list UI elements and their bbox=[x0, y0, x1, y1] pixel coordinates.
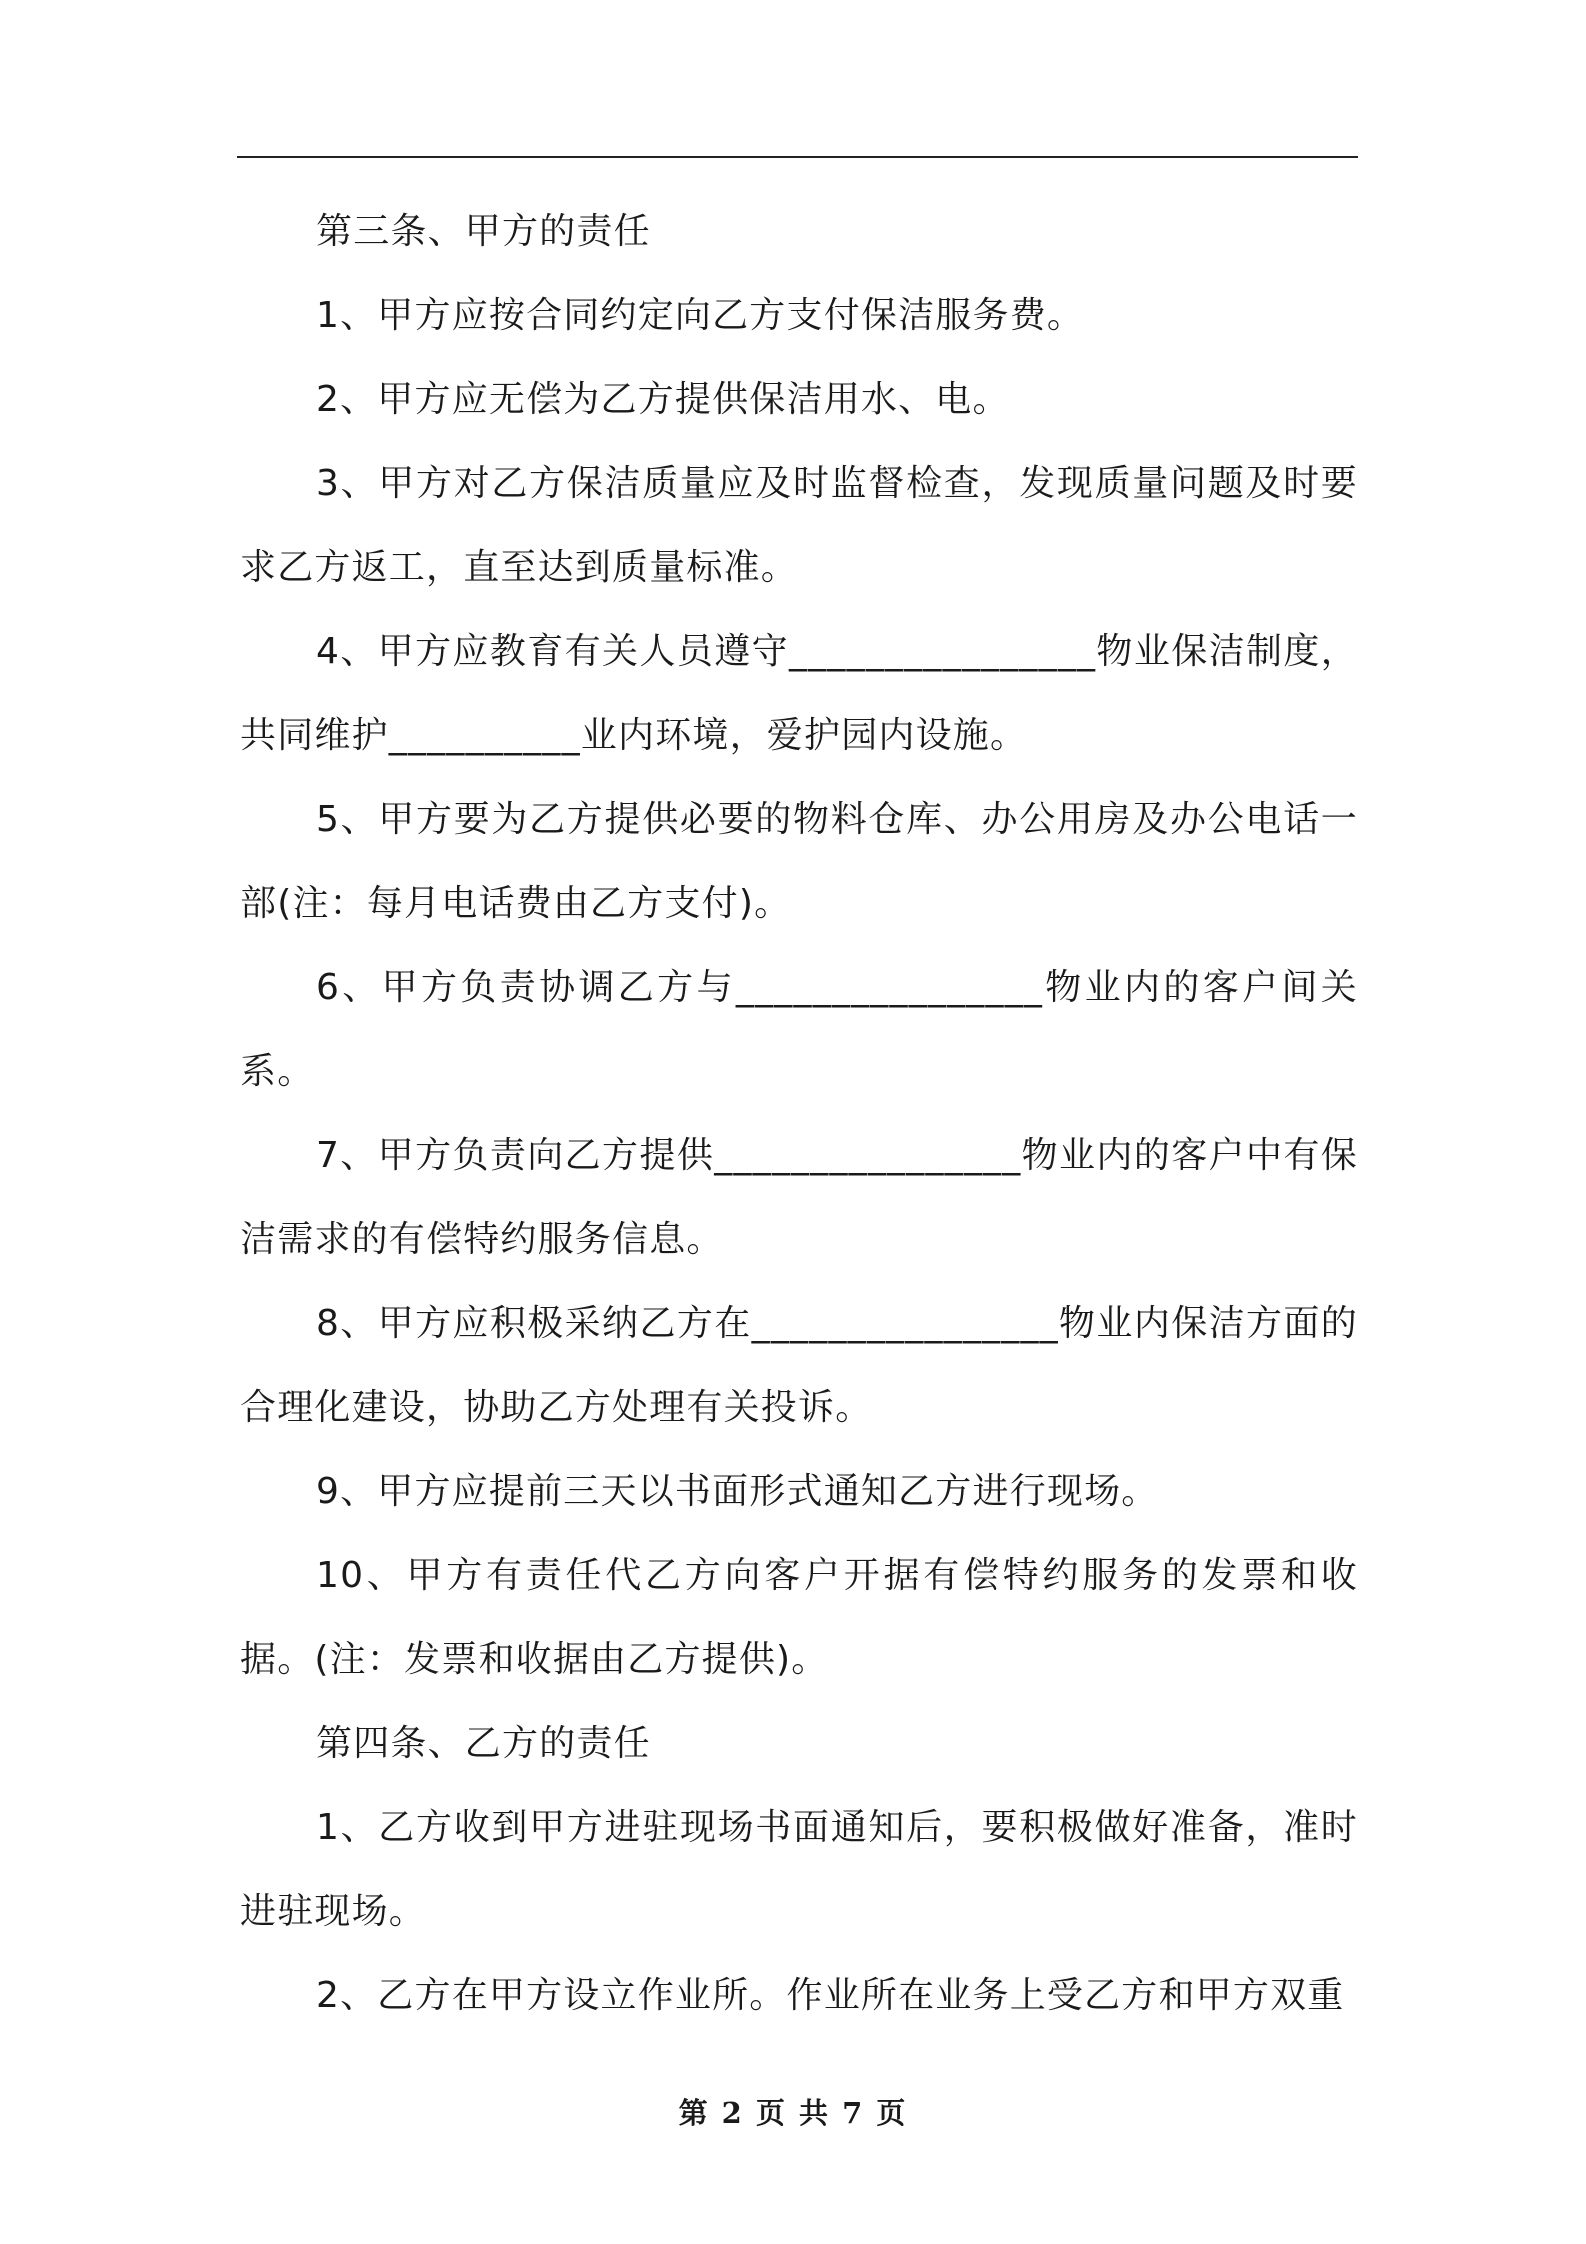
article-4-heading: 第四条、乙方的责任 bbox=[316, 1723, 651, 1764]
article-3-item-1: 1、甲方应按合同约定向乙方支付保洁服务费。 bbox=[316, 295, 1085, 336]
document-body bbox=[240, 190, 1358, 2038]
article-3-item-4: 4、甲方应教育有关人员遵守________________物业保洁制度，共同维护__________业内环境，爱护园内设施。 bbox=[240, 631, 1358, 756]
article-3-item-7: 7、甲方负责向乙方提供________________物业内的客户中有保洁需求的有偿特约服务信息。 bbox=[240, 1135, 1358, 1260]
article-3-item-2: 2、甲方应无偿为乙方提供保洁用水、电。 bbox=[316, 379, 1010, 420]
article-3-item-10: 10、甲方有责任代乙方向客户开据有偿特约服务的发票和收据。(注：发票和收据由乙方提供)。 bbox=[240, 1555, 1358, 1680]
article-4-item-1: 1、乙方收到甲方进驻现场书面通知后，要积极做好准备，准时进驻现场。 bbox=[240, 1807, 1358, 1932]
article-3-item-8: 8、甲方应积极采纳乙方在________________物业内保洁方面的合理化建设，协助乙方处理有关投诉。 bbox=[240, 1303, 1358, 1428]
article-3-item-5: 5、甲方要为乙方提供必要的物料仓库、办公用房及办公电话一部(注：每月电话费由乙方支付)。 bbox=[240, 799, 1358, 924]
article-4-item-2: 2、乙方在甲方设立作业所。作业所在业务上受乙方和甲方双重 bbox=[316, 1975, 1345, 2016]
header-rule bbox=[237, 156, 1358, 158]
page-number-footer: 第 2 页 共 7 页 bbox=[678, 2096, 908, 2130]
article-3-item-9: 9、甲方应提前三天以书面形式通知乙方进行现场。 bbox=[316, 1471, 1159, 1512]
article-3-item-6: 6、甲方负责协调乙方与________________物业内的客户间关系。 bbox=[240, 967, 1358, 1092]
article-3-heading: 第三条、甲方的责任 bbox=[316, 211, 651, 252]
article-3-item-3: 3、甲方对乙方保洁质量应及时监督检查，发现质量问题及时要求乙方返工，直至达到质量标准。 bbox=[240, 463, 1358, 588]
